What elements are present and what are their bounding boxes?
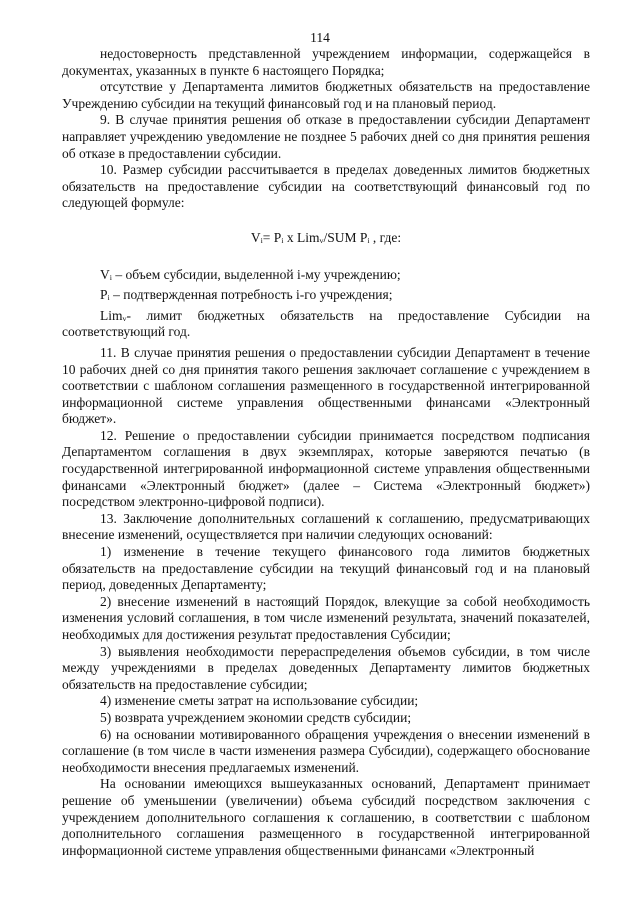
paragraph: 10. Размер субсидии рассчитывается в пределах доведенных лимитов бюджетных обязательств на предоставление субсидии на соответствующий финансовый год по следующей формуле: bbox=[62, 162, 590, 211]
list-item: 6) на основании мотивированного обращения учреждения о внесении изменений в соглашение (в том числе в части изменения размера Субсидии), содержащего обоснование необходимости внесения предлагаемых изменений. bbox=[62, 726, 590, 775]
document-body bbox=[62, 46, 590, 859]
definition-item: Vᵢ – объем субсидии, выделенной i-му учреждению; bbox=[100, 266, 401, 282]
definition-item: Pᵢ – подтвержденная потребность i-го учреждения; bbox=[100, 287, 393, 303]
page-number: 114 bbox=[310, 30, 330, 45]
paragraph: 12. Решение о предоставлении субсидии принимается посредством подписания Департаментом соглашения в двух экземплярах, которые заверяются печатью (в государственной интегрированной информационной системе управления общественными финансами «Электронный бюджет» (далее – Система «Электронный бюджет») посредством электронно-цифровой подписи). bbox=[62, 427, 590, 510]
paragraph: недостоверность представленной учреждением информации, содержащейся в документах, указанных в пункте 6 настоящего Порядка; bbox=[62, 46, 590, 78]
paragraph: 13. Заключение дополнительных соглашений к соглашению, предусматривающих внесение изменений, осуществляется при наличии следующих оснований: bbox=[62, 510, 590, 543]
paragraph: 9. В случае принятия решения об отказе в предоставлении субсидии Департамент направляет учреждению уведомление не позднее 5 рабочих дней со дня принятия решения об отказе в предоставлении субсидии. bbox=[62, 112, 590, 161]
list-item: 1) изменение в течение текущего финансового года лимитов бюджетных обязательств на предоставление субсидии на текущий финансовый год и на плановый период, доведенных Департаменту; bbox=[62, 544, 590, 593]
list-item: 4) изменение сметы затрат на использование субсидии; bbox=[100, 693, 419, 709]
paragraph: отсутствие у Департамента лимитов бюджетных обязательств на предоставление Учреждению субсидии на текущий финансовый год и на плановый период. bbox=[62, 79, 590, 111]
paragraph: На основании имеющихся вышеуказанных оснований, Департамент принимает решение об уменьшении (увеличении) объема субсидий посредством заключения с учреждением дополнительного соглашения к соглашению, в соответствии с шаблоном дополнительного соглашения размещенного в государственной интегрированной информационной системе управления общественными финансами «Электронный bbox=[62, 776, 590, 858]
list-item: 5) возврата учреждением экономии средств субсидии; bbox=[100, 709, 412, 725]
definition-item: Limᵥ- лимит бюджетных обязательств на предоставление Субсидии на соответствующий год. bbox=[62, 307, 590, 340]
subsidy-formula: Vᵢ= Pᵢ x Limᵥ/SUM Pᵢ , где: bbox=[250, 229, 402, 245]
list-item: 3) выявления необходимости перераспределения объемов субсидии, в том числе между учреждениями в пределах доведенных Департаменту лимитов бюджетных обязательств на предоставление субсидии; bbox=[62, 643, 590, 692]
paragraph: 11. В случае принятия решения о предоставлении субсидии Департамент в течение 10 рабочих дней со дня принятия такого решения заключает соглашение с учреждением в соответствии с шаблоном соглашения размещенного в государственной интегрированной информационной системе управления общественными финансами «Электронный бюджет». bbox=[62, 344, 590, 427]
list-item: 2) внесение изменений в настоящий Порядок, влекущие за собой необходимость изменения условий соглашения, в том числе изменений результата, значений показателей, необходимых для достижения результат предоставления Субсидии; bbox=[62, 593, 590, 642]
